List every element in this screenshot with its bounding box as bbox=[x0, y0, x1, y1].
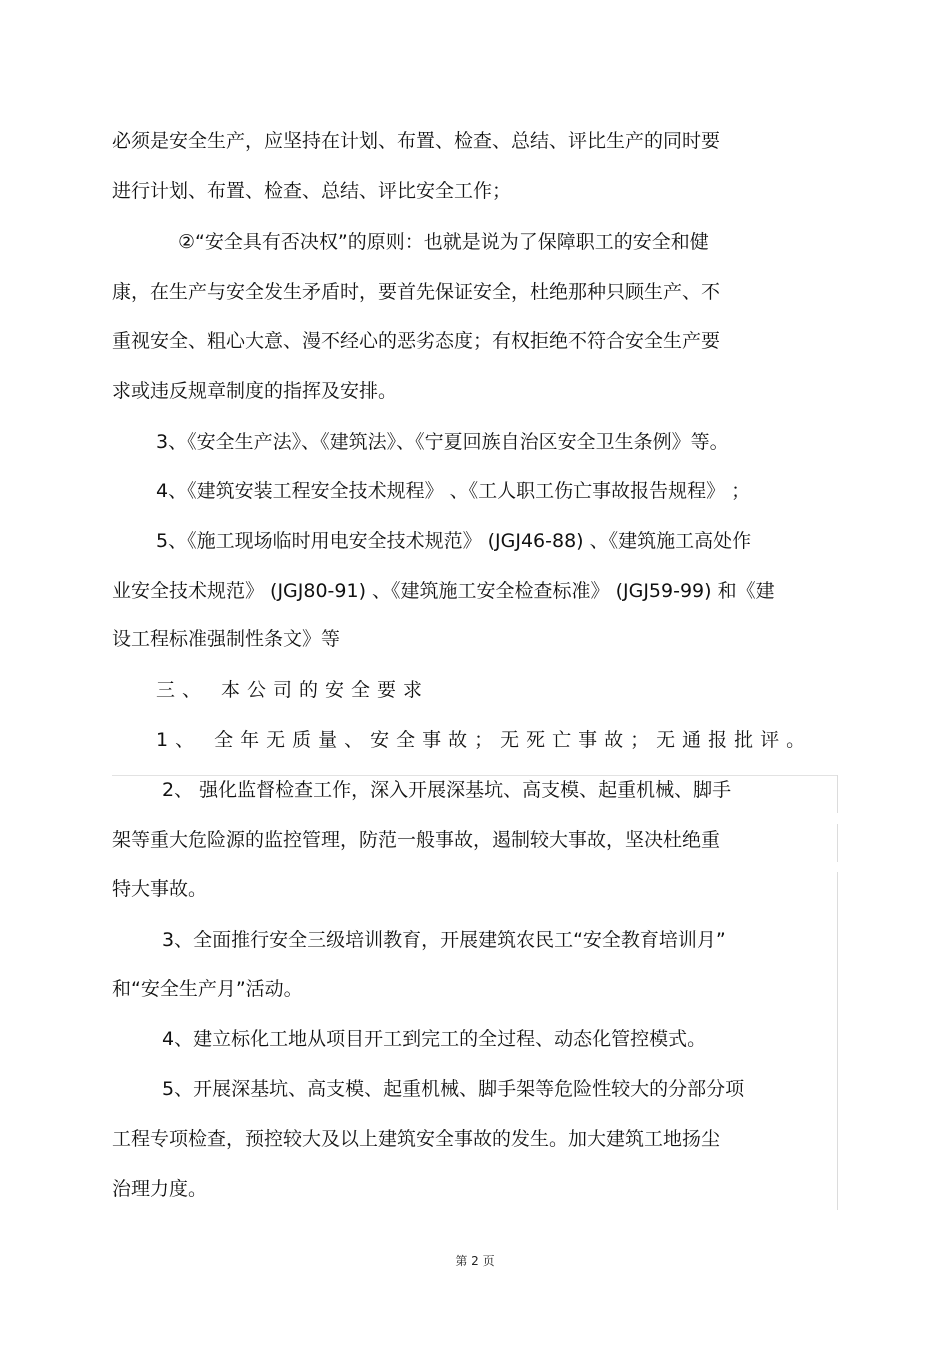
scan-rule-right-3 bbox=[837, 872, 838, 1210]
text-line: 求或违反规章制度的指挥及安排。 bbox=[112, 380, 398, 402]
scan-rule-right-1 bbox=[837, 775, 838, 813]
text-line: 4、建立标化工地从项目开工到完工的全过程、动态化管控模式。 bbox=[162, 1028, 707, 1050]
text-line: ②“安全具有否决权”的原则：也就是说为了保障职工的安全和健 bbox=[178, 231, 709, 253]
text-line: 2、 强化监督检查工作，深入开展深基坑、高支模、起重机械、脚手 bbox=[162, 779, 732, 801]
text-line: 业安全技术规范》 (JGJ80-91) 、《建筑施工安全检查标准》 (JGJ59-99) 和《建 bbox=[112, 580, 775, 602]
text-line: 康，在生产与安全发生矛盾时，要首先保证安全，杜绝那种只顾生产、不 bbox=[112, 281, 721, 303]
text-line: 治理力度。 bbox=[112, 1178, 208, 1200]
text-line: 5、《施工现场临时用电安全技术规范》 (JGJ46-88) 、《建筑施工高处作 bbox=[156, 530, 752, 552]
text-line: 架等重大危险源的监控管理，防范一般事故，遏制较大事故，坚决杜绝重 bbox=[112, 829, 721, 851]
text-line: 3、全面推行安全三级培训教育，开展建筑农民工“安全教育培训月” bbox=[162, 929, 726, 951]
text-line: 特大事故。 bbox=[112, 878, 208, 900]
text-line: 设工程标准强制性条文》等 bbox=[112, 628, 341, 650]
text-line: 1、 全年无质量、安全事故；无死亡事故；无通报批评。 bbox=[156, 729, 813, 751]
text-line: 必须是安全生产，应坚持在计划、布置、检查、总结、评比生产的同时要 bbox=[112, 130, 721, 152]
text-line: 5、开展深基坑、高支模、起重机械、脚手架等危险性较大的分部分项 bbox=[162, 1078, 745, 1100]
text-line: 4、《建筑安装工程安全技术规程》 、《工人职工伤亡事故报告规程》 ； bbox=[156, 480, 751, 502]
text-line: 工程专项检查，预控较大及以上建筑安全事故的发生。加大建筑工地扬尘 bbox=[112, 1128, 721, 1150]
text-line: 3、《安全生产法》、《建筑法》、《宁夏回族自治区安全卫生条例》等。 bbox=[156, 431, 729, 453]
scan-rule-top bbox=[112, 775, 838, 776]
text-line: 和“安全生产月”活动。 bbox=[112, 978, 303, 1000]
text-line: 进行计划、布置、检查、总结、评比安全工作； bbox=[112, 180, 512, 202]
text-line: 重视安全、粗心大意、漫不经心的恶劣态度；有权拒绝不符合安全生产要 bbox=[112, 330, 721, 352]
scan-rule-right-2 bbox=[837, 824, 838, 862]
section-heading: 三、 本公司的安全要求 bbox=[156, 679, 430, 701]
page-number: 第 2 页 bbox=[455, 1254, 495, 1268]
